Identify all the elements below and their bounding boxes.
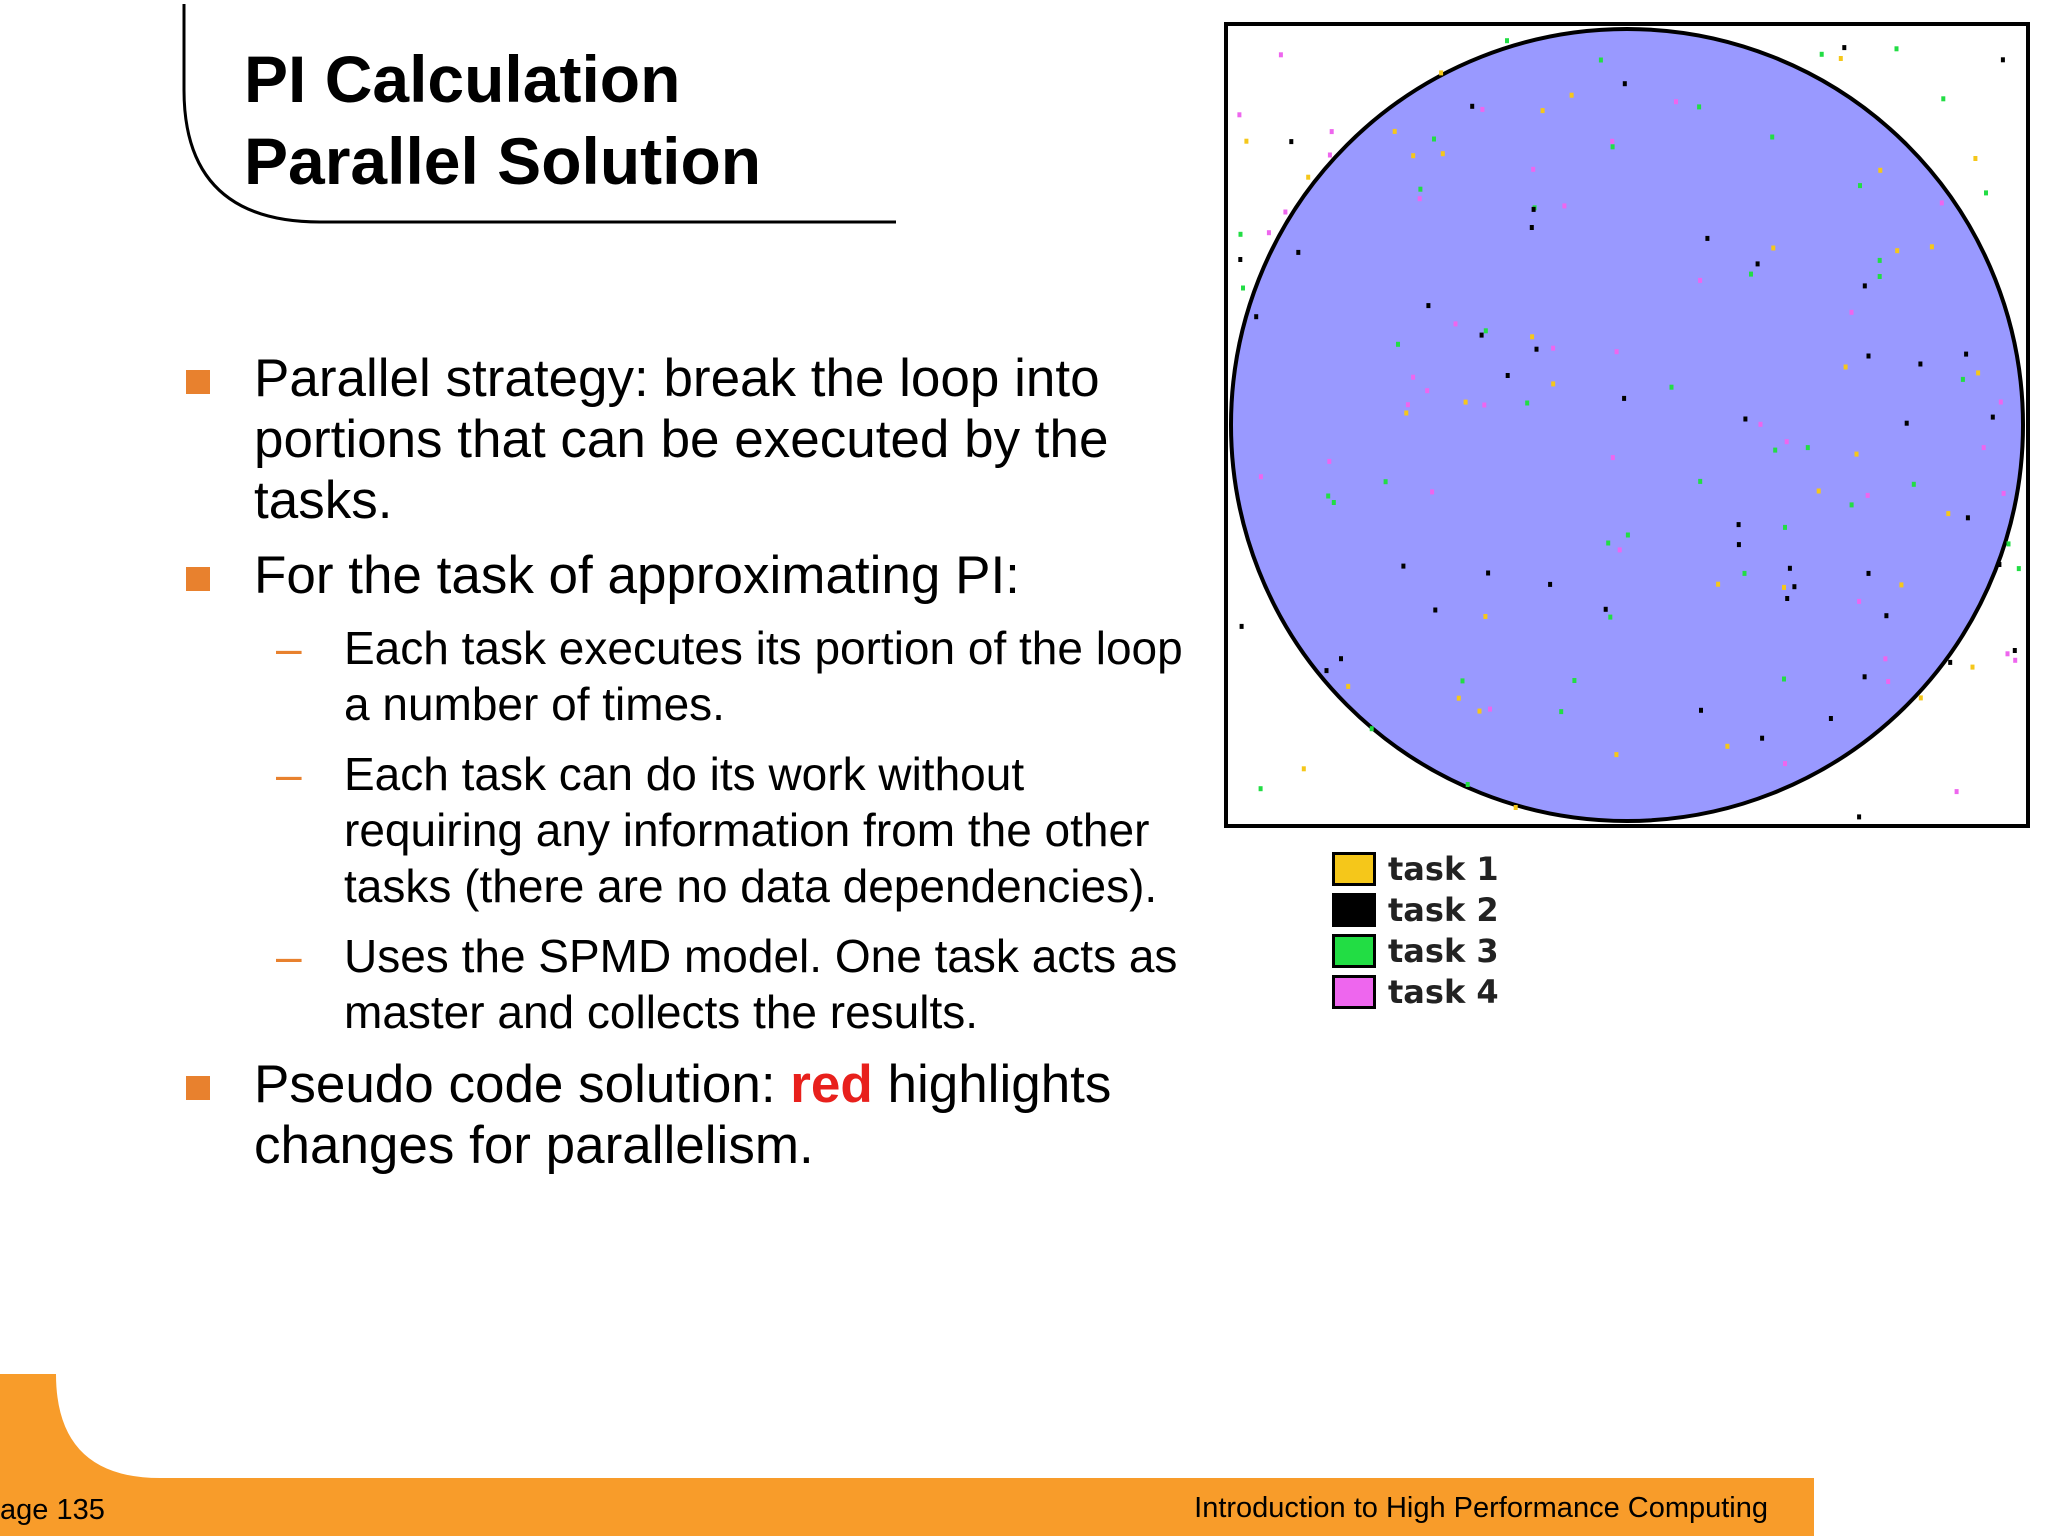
- red-highlight-word: red: [790, 1055, 873, 1114]
- sample-point: [1863, 283, 1867, 288]
- legend-swatch: [1332, 975, 1376, 1009]
- sample-point: [1457, 696, 1461, 701]
- sample-point: [1792, 584, 1796, 589]
- course-title: Introduction to High Performance Computing: [1194, 1492, 1768, 1524]
- legend-item-task4: [1332, 971, 1499, 1012]
- sample-point: [1919, 695, 1923, 700]
- sample-point: [1505, 38, 1509, 43]
- sample-point: [1599, 58, 1603, 63]
- sample-point: [2007, 541, 2011, 546]
- legend-label: task 2: [1388, 890, 1499, 929]
- legend: [1332, 848, 1499, 1012]
- subbullet-text: Uses the SPMD model. One task acts as master and collects the results.: [344, 930, 1178, 1038]
- sample-point: [1548, 582, 1552, 587]
- sample-point: [1604, 607, 1608, 612]
- sample-point: [1991, 415, 1995, 420]
- sample-point: [1525, 401, 1529, 406]
- sample-point: [1964, 352, 1968, 357]
- sample-point: [1698, 278, 1702, 283]
- bullet-item: [180, 348, 1200, 531]
- sample-point: [1488, 707, 1492, 712]
- sample-point: [1259, 786, 1263, 791]
- sample-point: [1867, 354, 1871, 359]
- sample-point: [1506, 373, 1510, 378]
- sample-point: [1878, 274, 1882, 279]
- sample-point: [1895, 46, 1899, 51]
- sample-point: [1976, 370, 1980, 375]
- sample-point: [1439, 70, 1443, 75]
- sample-point: [1615, 349, 1619, 354]
- sample-point: [1610, 139, 1614, 144]
- sample-point: [1531, 167, 1535, 172]
- sample-point: [1330, 129, 1334, 134]
- sample-point: [1618, 547, 1622, 552]
- sample-point: [1267, 230, 1271, 235]
- sample-point: [1971, 665, 1975, 670]
- sample-point: [1955, 789, 1959, 794]
- legend-label: task 3: [1388, 931, 1499, 970]
- sample-point: [1886, 679, 1890, 684]
- legend-item-task3: [1332, 930, 1499, 971]
- sample-point: [1912, 482, 1916, 487]
- legend-swatch: [1332, 893, 1376, 927]
- sample-point: [2017, 566, 2021, 571]
- sample-point: [1239, 232, 1243, 237]
- square-bullet-icon: [186, 1076, 210, 1100]
- sample-point: [1302, 766, 1306, 771]
- sample-point: [1863, 674, 1867, 679]
- sample-point: [1737, 542, 1741, 547]
- sample-point: [1480, 107, 1484, 112]
- bullet-list: [180, 348, 1200, 1190]
- sample-point: [1697, 104, 1701, 109]
- sample-point: [1783, 525, 1787, 530]
- sample-point: [1325, 668, 1329, 673]
- sample-point: [1930, 244, 1934, 249]
- bullet-item: [180, 545, 1200, 606]
- sample-point: [1551, 346, 1555, 351]
- sample-point: [1279, 52, 1283, 57]
- sample-point: [1483, 614, 1487, 619]
- sample-point: [1725, 744, 1729, 749]
- sample-point: [1432, 137, 1436, 142]
- sample-point: [1855, 452, 1859, 457]
- sample-point: [1296, 250, 1300, 255]
- sample-point: [1626, 533, 1630, 538]
- sample-point: [1238, 257, 1242, 262]
- slide-title-line2: Parallel Solution: [244, 124, 762, 198]
- sample-point: [1572, 678, 1576, 683]
- sample-point: [1406, 402, 1410, 407]
- sample-point: [1878, 168, 1882, 173]
- sample-point: [1433, 608, 1437, 613]
- sample-point: [1771, 246, 1775, 251]
- legend-label: task 4: [1388, 972, 1499, 1011]
- sample-point: [1606, 541, 1610, 546]
- sample-point: [1829, 716, 1833, 721]
- sample-point: [1514, 805, 1518, 810]
- sample-point: [1346, 684, 1350, 689]
- subbullet-item: [180, 746, 1200, 914]
- sample-point: [1997, 562, 2001, 567]
- sample-point: [1788, 566, 1792, 571]
- bullet-text: Parallel strategy: break the loop into portions that can be executed by the tasks.: [254, 349, 1109, 530]
- sample-point: [1339, 656, 1343, 661]
- dash-bullet-icon: –: [276, 622, 302, 674]
- sample-point: [1670, 385, 1674, 390]
- sample-point: [1559, 709, 1563, 714]
- slide-title: [244, 38, 761, 202]
- sample-point: [1759, 422, 1763, 427]
- sample-point: [1899, 582, 1903, 587]
- sample-point: [1850, 502, 1854, 507]
- sample-point: [1867, 571, 1871, 576]
- sample-point: [1289, 139, 1293, 144]
- sample-point: [1370, 726, 1374, 731]
- sample-point: [1327, 459, 1331, 464]
- sample-point: [1850, 310, 1854, 315]
- sample-point: [1884, 613, 1888, 618]
- sample-point: [1532, 207, 1536, 212]
- sample-point: [1948, 660, 1952, 665]
- legend-label: task 1: [1388, 849, 1499, 888]
- sample-point: [1844, 365, 1848, 370]
- sample-point: [1940, 200, 1944, 205]
- sample-point: [1878, 258, 1882, 263]
- square-bullet-icon: [186, 567, 210, 591]
- sample-point: [1478, 709, 1482, 714]
- sample-point: [1614, 752, 1618, 757]
- sample-point: [1773, 448, 1777, 453]
- sample-point: [1857, 814, 1861, 819]
- unit-circle: [1231, 29, 2023, 821]
- sample-point: [1244, 139, 1248, 144]
- sample-point: [1254, 314, 1258, 319]
- legend-item-task1: [1332, 848, 1499, 889]
- sample-point: [1237, 112, 1241, 117]
- subbullet-text: Each task can do its work without requiring any information from the other tasks (there are no data dependencies).: [344, 748, 1158, 912]
- sample-point: [2013, 648, 2017, 653]
- sample-point: [1858, 183, 1862, 188]
- sample-point: [1782, 585, 1786, 590]
- sample-point: [1461, 678, 1465, 683]
- sample-point: [1984, 190, 1988, 195]
- sample-point: [1240, 624, 1244, 629]
- legend-item-task2: [1332, 889, 1499, 930]
- sample-point: [1393, 129, 1397, 134]
- sample-point: [1454, 321, 1458, 326]
- sample-point: [1918, 362, 1922, 367]
- sample-point: [1570, 93, 1574, 98]
- sample-point: [2006, 651, 2010, 656]
- sample-point: [1883, 656, 1887, 661]
- sample-point: [1895, 248, 1899, 253]
- sample-point: [1839, 56, 1843, 61]
- sample-point: [1705, 236, 1709, 241]
- sample-point: [1743, 571, 1747, 576]
- sample-point: [1698, 479, 1702, 484]
- sample-point: [1326, 494, 1330, 499]
- sample-point: [1770, 135, 1774, 140]
- sample-point: [1623, 81, 1627, 86]
- sample-point: [1756, 261, 1760, 266]
- sample-point: [1482, 403, 1486, 408]
- subbullet-text: Each task executes its portion of the loop a number of times.: [344, 622, 1183, 730]
- monte-carlo-plot: [1228, 26, 2026, 824]
- sample-point: [1866, 493, 1870, 498]
- sample-point: [1999, 400, 2003, 405]
- sample-point: [1946, 511, 1950, 516]
- sample-point: [1857, 599, 1861, 604]
- bullet-text: For the task of approximating PI:: [254, 546, 1020, 605]
- sample-point: [1982, 445, 1986, 450]
- sample-point: [1418, 187, 1422, 192]
- sample-point: [1480, 333, 1484, 338]
- sample-point: [1541, 108, 1545, 113]
- sample-point: [1411, 375, 1415, 380]
- bullet-item: [180, 1054, 1200, 1176]
- sample-point: [1411, 153, 1415, 158]
- monte-carlo-figure: [1224, 22, 2030, 828]
- sample-point: [1241, 286, 1245, 291]
- legend-swatch: [1332, 934, 1376, 968]
- sample-point: [1737, 522, 1741, 527]
- bullet-text-before: Pseudo code solution:: [254, 1055, 791, 1114]
- sample-point: [2013, 658, 2017, 663]
- sample-point: [1470, 104, 1474, 109]
- sample-point: [1611, 144, 1615, 149]
- sample-point: [1905, 421, 1909, 426]
- sample-point: [1820, 52, 1824, 57]
- sample-point: [1782, 677, 1786, 682]
- sample-point: [1817, 489, 1821, 494]
- slide-title-line1: PI Calculation: [244, 42, 681, 116]
- sample-point: [1743, 417, 1747, 422]
- legend-swatch: [1332, 852, 1376, 886]
- sample-point: [1622, 396, 1626, 401]
- sample-point: [1966, 515, 1970, 520]
- page-number: age 135: [0, 1494, 105, 1526]
- sample-point: [1425, 388, 1429, 393]
- sample-point: [1328, 153, 1332, 158]
- sample-point: [1404, 411, 1408, 416]
- sample-point: [1562, 203, 1566, 208]
- sample-point: [1941, 96, 1945, 101]
- sample-point: [2002, 491, 2006, 496]
- sample-point: [1283, 210, 1287, 215]
- sample-point: [1466, 782, 1470, 787]
- subbullet-item: [180, 620, 1200, 732]
- sample-point: [1530, 225, 1534, 230]
- sample-point: [1259, 474, 1263, 479]
- sample-point: [1332, 500, 1336, 505]
- subbullet-item: [180, 928, 1200, 1040]
- sample-point: [1464, 400, 1468, 405]
- sample-point: [1674, 99, 1678, 104]
- sample-point: [2001, 57, 2005, 62]
- square-bullet-icon: [186, 370, 210, 394]
- sample-point: [1306, 175, 1310, 180]
- sample-point: [1716, 582, 1720, 587]
- sample-point: [1530, 334, 1534, 339]
- sample-point: [1401, 564, 1405, 569]
- sample-point: [1396, 342, 1400, 347]
- bullet-text-after: highlights changes for parallelism.: [254, 1055, 1112, 1175]
- dash-bullet-icon: –: [276, 748, 302, 800]
- sample-point: [1842, 45, 1846, 50]
- sample-point: [1535, 347, 1539, 352]
- sample-point: [1426, 303, 1430, 308]
- sample-point: [1611, 455, 1615, 460]
- sample-point: [1699, 708, 1703, 713]
- sample-point: [1785, 439, 1789, 444]
- sample-point: [1961, 377, 1965, 382]
- sample-point: [1484, 328, 1488, 333]
- sample-point: [1608, 615, 1612, 620]
- sample-point: [1441, 151, 1445, 156]
- sample-point: [1760, 736, 1764, 741]
- sample-point: [1749, 272, 1753, 277]
- sample-point: [1418, 196, 1422, 201]
- sample-point: [1783, 761, 1787, 766]
- sample-point: [1486, 571, 1490, 576]
- dash-bullet-icon: –: [276, 930, 302, 982]
- sample-point: [1430, 489, 1434, 494]
- sample-point: [1384, 479, 1388, 484]
- sample-point: [1806, 445, 1810, 450]
- sample-point: [1551, 381, 1555, 386]
- sample-point: [1785, 596, 1789, 601]
- sample-point: [1973, 156, 1977, 161]
